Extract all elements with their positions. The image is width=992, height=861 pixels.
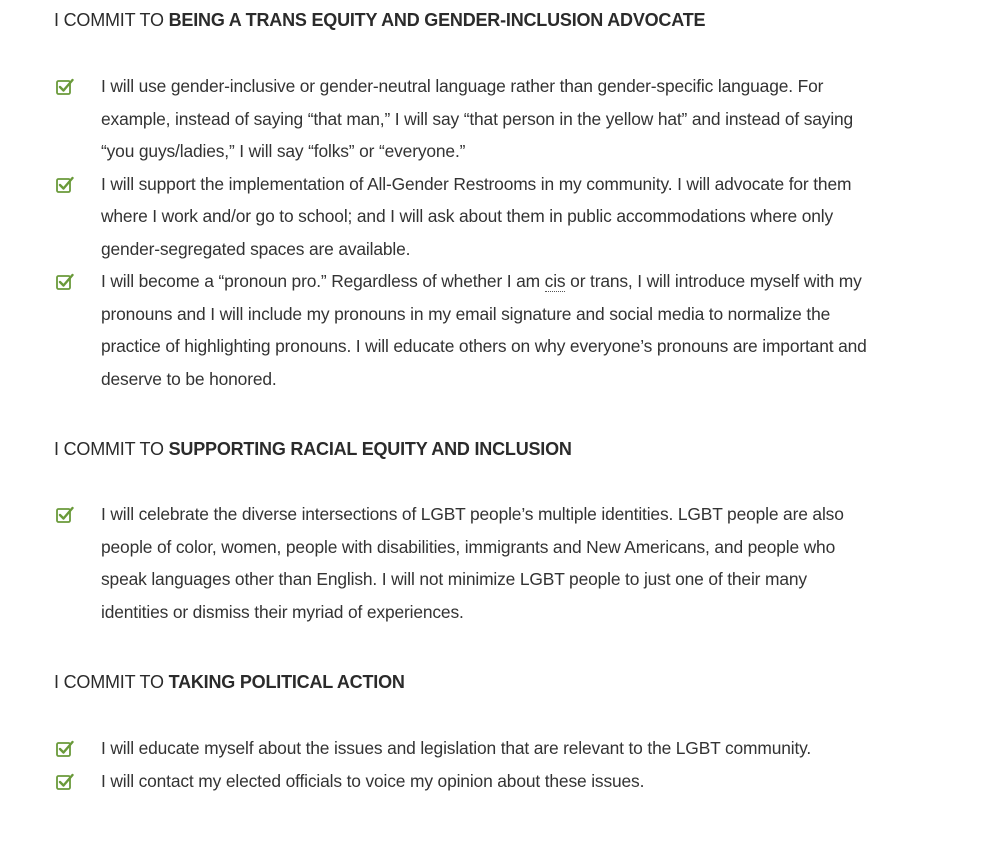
list-item xyxy=(54,168,874,266)
list-item-text xyxy=(101,271,867,389)
list-item xyxy=(54,498,874,628)
list-item-text: I will support the implementation of All-Gender Restrooms in my community. I will advocate for them where I work and/or go to school; and I will ask about them in public accommodations where only gender-segregated spaces are available. xyxy=(101,173,852,259)
heading-prefix: I COMMIT TO xyxy=(54,439,169,459)
list-item xyxy=(54,765,874,798)
section-heading-racial-equity xyxy=(54,437,572,461)
list-item xyxy=(54,732,874,765)
heading-emphasis: BEING A TRANS EQUITY AND GENDER-INCLUSION ADVOCATE xyxy=(168,10,706,30)
commitment-list-political-action xyxy=(54,732,874,797)
list-item xyxy=(54,265,874,395)
list-item-text: I will celebrate the diverse intersections of LGBT people’s multiple identities. LGBT people are also people of color, women, people with disabilities, immigrants and New Americans, and people who speak languages other than English. I will not minimize LGBT people to just one of their many identities or dismiss their myriad of experiences. xyxy=(101,504,844,622)
list-item-text: I will educate myself about the issues and legislation that are relevant to the LGBT community. xyxy=(101,738,812,758)
section-heading-political-action xyxy=(54,670,405,694)
commitment-list-racial-equity xyxy=(54,498,874,628)
heading-emphasis: TAKING POLITICAL ACTION xyxy=(168,672,405,692)
checked-box-icon xyxy=(56,78,74,95)
pronoun-text-before: I will become a “pronoun pro.” Regardless of whether I am xyxy=(101,271,545,291)
heading-emphasis: SUPPORTING RACIAL EQUITY AND INCLUSION xyxy=(168,439,572,459)
pronoun-text-after: or trans, I will introduce myself with my pronouns and I will include my pronouns in my email signature and social media to normalize the practice of highlighting pronouns. I will educate others on why everyone’s pronouns are important and deserve to be honored. xyxy=(101,271,867,389)
cis-abbreviation[interactable]: cis xyxy=(544,271,566,291)
commitment-list-trans-equity xyxy=(54,70,874,395)
list-item-text: I will use gender-inclusive or gender-neutral language rather than gender-specific language. For example, instead of saying “that man,” I will say “that person in the yellow hat” and instead of saying “you guys/ladies,” I will say “folks” or “everyone.” xyxy=(101,76,854,161)
checked-box-icon xyxy=(56,506,74,523)
checked-box-icon xyxy=(56,273,74,290)
checked-box-icon xyxy=(56,773,74,790)
checked-box-icon xyxy=(56,176,74,193)
list-item-text: I will contact my elected officials to voice my opinion about these issues. xyxy=(101,770,645,791)
checked-box-icon xyxy=(56,740,74,757)
section-heading-trans-equity xyxy=(54,8,705,32)
heading-prefix: I COMMIT TO xyxy=(54,672,169,692)
list-item xyxy=(54,70,874,168)
heading-prefix: I COMMIT TO xyxy=(54,10,169,30)
